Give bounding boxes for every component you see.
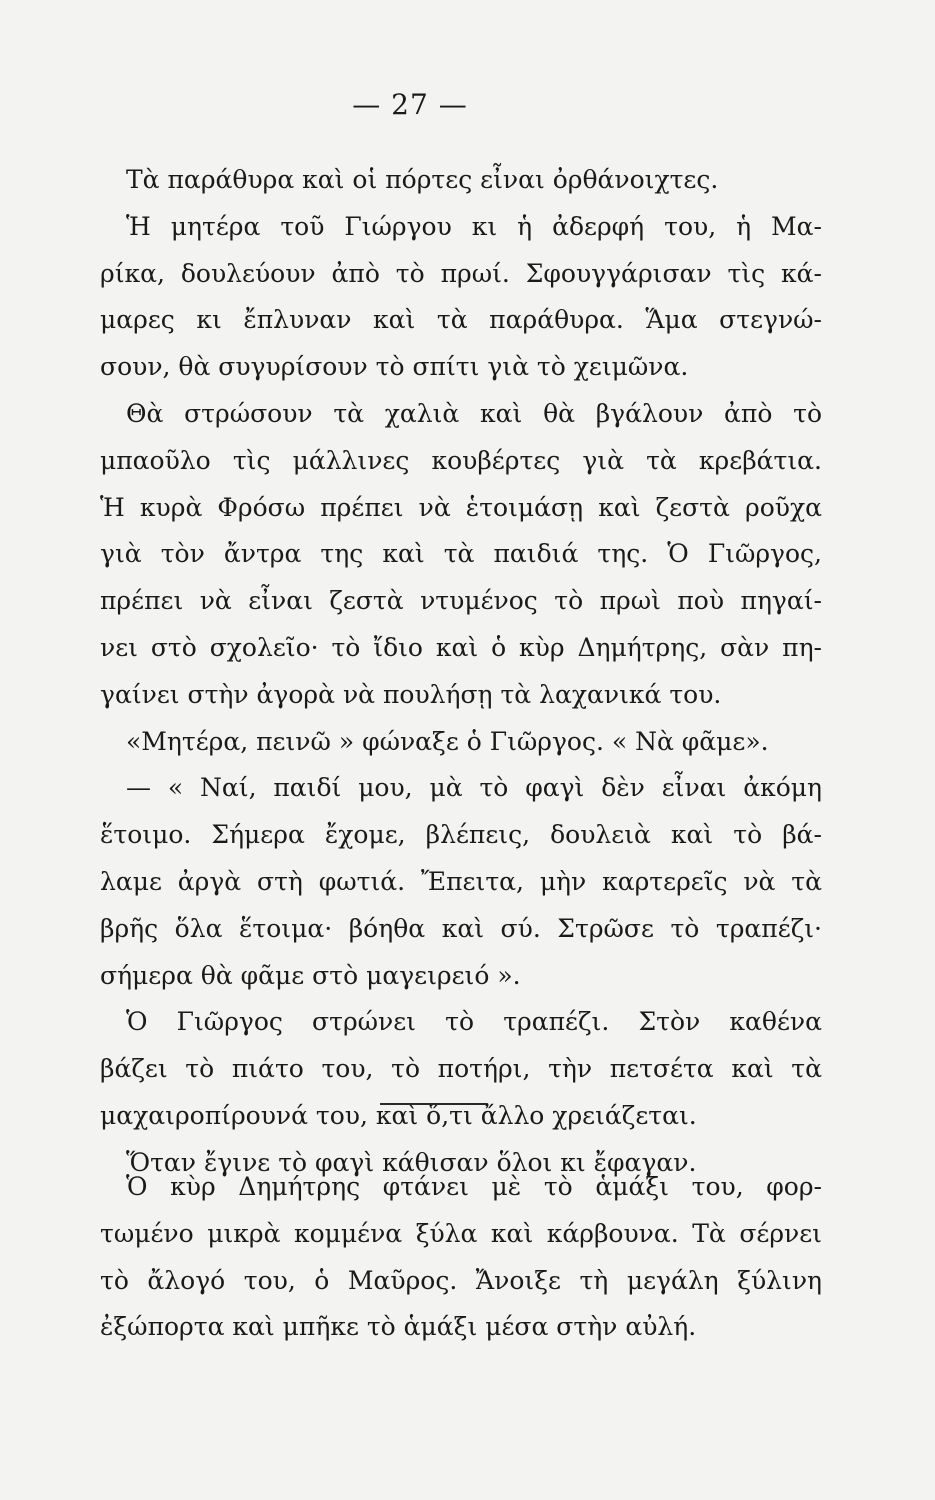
text-line: Ὅταν ἔγινε τὸ φαγὶ κάθισαν ὅλοι κι ἔφαγαν. xyxy=(126,1147,697,1177)
text-line: γαίνει στὴν ἀγορὰ νὰ πουλήσῃ τὰ λαχανικά του. xyxy=(100,679,722,709)
text-line: μαχαιροπίρουνά του, καὶ ὅ,τι ἄλλο χρειάζεται. xyxy=(100,1100,697,1130)
text-line: τωμένο μικρὰ κομμένα ξύλα καὶ κάρβουνα. Τὰ σέρνει xyxy=(100,1218,822,1248)
text-line: μπαοῦλο τὶς μάλλινες κουβέρτες γιὰ τὰ κρεβάτια. xyxy=(100,445,822,475)
second-text-block xyxy=(100,1164,822,1351)
text-line: Τὰ παράθυρα καὶ οἱ πόρτες εἶναι ὀρθάνοιχτες. xyxy=(126,165,719,194)
text-line: βρῆς ὅλα ἕτοιμα· βόηθα καὶ σύ. Στρῶσε τὸ τραπέζι· xyxy=(100,913,822,943)
text-line: τὸ ἄλογό του, ὁ Μαῦρος. Ἄνοιξε τὴ μεγάλη ξύλινη xyxy=(100,1265,822,1295)
section-separator xyxy=(380,1103,486,1105)
text-line: νει στὸ σχολεῖο· τὸ ἴδιο καὶ ὁ κὺρ Δημήτρης, σὰν πη- xyxy=(100,632,822,662)
main-text-block xyxy=(100,157,822,1187)
text-line: ἕτοιμο. Σήμερα ἔχομε, βλέπεις, δουλειὰ καὶ τὸ βά- xyxy=(100,820,822,850)
text-line: βάζει τὸ πιάτο του, τὸ ποτήρι, τὴν πετσέτα καὶ τὰ xyxy=(100,1054,822,1084)
text-line: Ἡ μητέρα τοῦ Γιώργου κι ἡ ἀδερφή του, ἡ Μα- xyxy=(126,211,822,241)
page-number: — 27 — xyxy=(352,88,468,121)
text-line: σουν, θὰ συγυρίσουν τὸ σπίτι γιὰ τὸ χειμῶνα. xyxy=(100,352,689,382)
text-line: λαμε ἀργὰ στὴ φωτιά. Ἔπειτα, μὴν καρτερεῖς νὰ τὰ xyxy=(100,866,822,896)
text-line: Ἡ κυρὰ Φρόσω πρέπει νὰ ἑτοιμάσῃ καὶ ζεστὰ ροῦχα xyxy=(100,492,822,522)
text-line: σήμερα θὰ φᾶμε στὸ μαγειρειό ». xyxy=(100,960,521,990)
text-line: πρέπει νὰ εἶναι ζεστὰ ντυμένος τὸ πρωὶ ποὺ πηγαί- xyxy=(100,586,822,616)
text-line: Θὰ στρώσουν τὰ χαλιὰ καὶ θὰ βγάλουν ἀπὸ τὸ xyxy=(126,398,822,428)
text-line: ἐξώπορτα καὶ μπῆκε τὸ ἁμάξι μέσα στὴν αὐλή. xyxy=(100,1312,697,1342)
text-line: γιὰ τὸν ἄντρα της καὶ τὰ παιδιά της. Ὁ Γιῶργος, xyxy=(100,539,822,569)
text-line: Ὁ κὺρ Δημήτρης φτάνει μὲ τὸ ἁμάξι του, φορ- xyxy=(126,1172,822,1201)
text-line: ρίκα, δουλεύουν ἀπὸ τὸ πρωί. Σφουγγάρισαν τὶς κά- xyxy=(100,258,822,288)
text-line: «Μητέρα, πεινῶ » φώναξε ὁ Γιῶργος. « Νὰ φᾶμε». xyxy=(126,726,769,756)
text-line: — « Ναί, παιδί μου, μὰ τὸ φαγὶ δὲν εἶναι ἀκόμη xyxy=(126,773,822,803)
text-line: μαρες κι ἔπλυναν καὶ τὰ παράθυρα. Ἅμα στεγνώ- xyxy=(100,305,822,335)
text-line: Ὁ Γιῶργος στρώνει τὸ τραπέζι. Στὸν καθένα xyxy=(126,1007,822,1037)
